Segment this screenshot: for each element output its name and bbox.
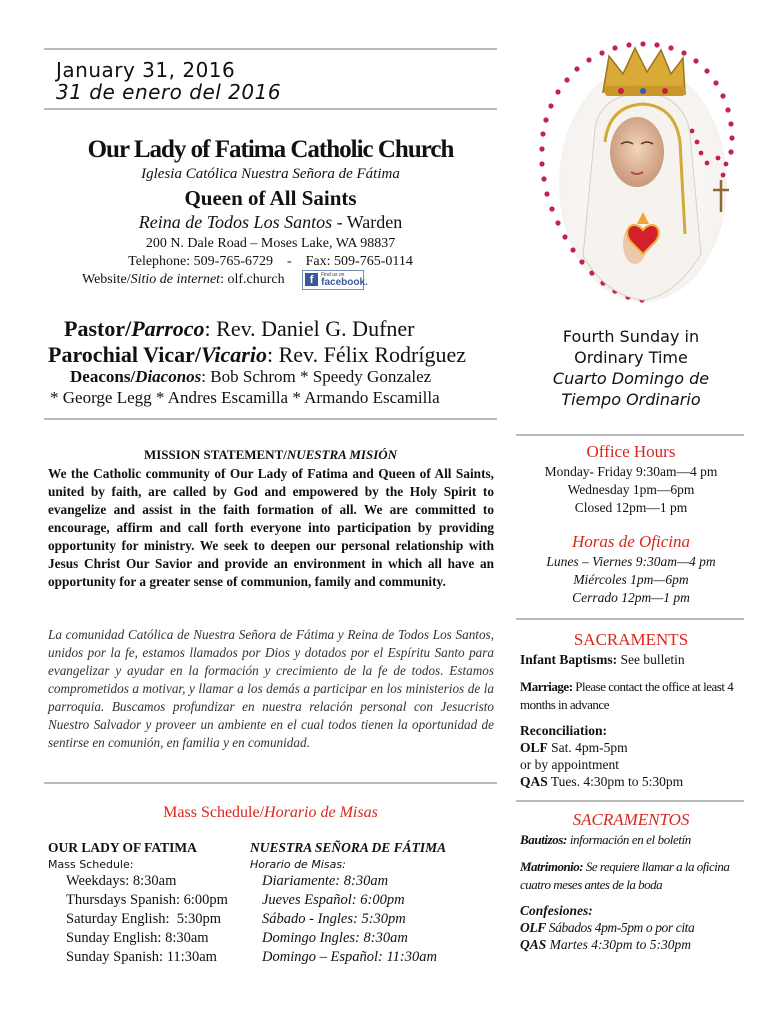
website-line (82, 270, 368, 290)
sunday-line-3: Cuarto Domingo de (552, 369, 710, 388)
mass-right-heading: NUESTRA SEÑORA DE FÁTIMA (250, 840, 447, 855)
matrimonio-line (520, 858, 750, 894)
date-english: January 31, 2016 (56, 58, 236, 82)
sunday-title (518, 326, 744, 410)
facebook-badge[interactable] (302, 270, 368, 290)
office-line: Monday- Friday 9:30am—4 pm (544, 464, 718, 479)
rec-olf-label: OLF (520, 740, 548, 755)
reconciliation-olf (520, 739, 750, 756)
vicar-line (48, 342, 466, 368)
baptism-text: See bulletin (617, 652, 685, 667)
conf-olf-text: Sábados 4pm-5pm o por cita (545, 920, 695, 935)
mission-title-english: MISSION STATEMENT/ (143, 447, 287, 462)
mass-title-english: Mass Schedule/ (163, 804, 265, 821)
sacraments-title: SACRAMENTS (573, 630, 689, 649)
mission-spanish (48, 626, 494, 752)
mass-right-item: Sábado - Ingles: 5:30pm (262, 911, 406, 927)
confesiones-block (520, 902, 750, 953)
office-line-spanish: Lunes – Viernes 9:30am—4 pm (546, 554, 716, 569)
church-telephone: Telephone: 509-765-6729 - Fax: 509-765-0114 (128, 254, 413, 269)
right-rule-1 (516, 434, 744, 436)
sunday-line-2: Ordinary Time (574, 348, 688, 367)
office-hours (518, 463, 744, 517)
marriage-line (520, 678, 750, 714)
mass-left-item: Sunday English: 8:30am (66, 930, 209, 946)
mass-right-list (262, 872, 437, 967)
mass-title-spanish: Horario de Misas (264, 804, 378, 821)
vicar-label: Parochial Vicar/ (48, 342, 201, 367)
facebook-small-text: Find us on (321, 272, 345, 278)
office-line: Wednesday 1pm—6pm (567, 482, 695, 497)
office-title-spanish: Horas de Oficina (571, 532, 691, 551)
facebook-icon: f (305, 273, 318, 286)
facebook-text: facebook. (321, 277, 368, 288)
website-label-spanish: Sitio de internet (130, 272, 221, 288)
office-title: Office Hours (586, 442, 676, 461)
rec-olf-text: Sat. 4pm-5pm (547, 740, 628, 755)
right-rule-3 (516, 800, 744, 802)
mass-right-item: Domingo – Español: 11:30am (262, 949, 437, 965)
confesiones-qas (520, 936, 750, 953)
second-church-line (44, 212, 497, 233)
deacons-line-2: * George Legg * Andres Escamilla * Armando Escamilla (50, 388, 440, 407)
sacramentos-title: SACRAMENTOS (572, 810, 690, 829)
pastor-line (64, 316, 415, 342)
conf-qas-label: QAS (520, 937, 547, 952)
office-line-spanish: Cerrado 12pm—1 pm (572, 590, 690, 605)
mission-title (44, 447, 497, 463)
mass-left-item: Sunday Spanish: 11:30am (66, 949, 217, 965)
second-church-name: Queen of All Saints (184, 186, 357, 210)
mass-left-sub: Mass Schedule: (48, 858, 134, 871)
church-name-spanish: Iglesia Católica Nuestra Señora de Fátima (141, 166, 400, 182)
vicar-label-spanish: Vicario (200, 342, 267, 367)
mass-left-heading: OUR LADY OF FATIMA (48, 840, 197, 855)
second-church-name-spanish: Reina de Todos Los Santos (138, 212, 333, 232)
baptism-label: Infant Baptisms: (520, 652, 618, 667)
bautizos-text: información en el boletín (566, 832, 691, 847)
deacons-line (70, 367, 431, 387)
mass-right-item: Domingo Ingles: 8:30am (262, 930, 408, 946)
mass-left-item: Thursdays Spanish: 6:00pm (66, 892, 228, 908)
church-name: Our Lady of Fatima Catholic Church (87, 136, 454, 163)
top-rule (44, 48, 497, 50)
date-spanish: 31 de enero del 2016 (56, 80, 282, 104)
mass-left-item: Weekdays: 8:30am (66, 873, 177, 889)
baptism-line (520, 652, 750, 668)
confesiones-label: Confesiones: (520, 903, 593, 918)
mass-right-sub: Horario de Misas: (250, 858, 346, 871)
mass-left-list (66, 872, 228, 967)
office-line: Closed 12pm—1 pm (574, 500, 688, 515)
our-lady-of-fatima-icon (525, 34, 757, 314)
reconciliation-appointment: or by appointment (520, 757, 619, 772)
confesiones-olf (520, 919, 750, 936)
rec-qas-label: QAS (520, 774, 548, 789)
deacons-label: Deacons/ (70, 367, 136, 386)
mission-english-text: We the Catholic community of Our Lady of Fatima and Queen of All Saints, united by faith, are called by God and empowered by the Holy Spirit to evangelize and assist in the faith formation of all. We are committed to encourage, affirm and call forth everyone into participation by providing opportunity for ministry. We seek to deepen our personal relationship with Jesus Christ Our Savior and provide an environment in which all have an opportunity for a greater sense of communion, family and community. (48, 466, 494, 589)
mass-title (44, 804, 497, 822)
date-rule (44, 108, 497, 110)
vicar-name: : Rev. Félix Rodríguez (266, 342, 466, 367)
mission-spanish-text: La comunidad Católica de Nuestra Señora de Fátima y Reina de Todos Los Santos, unidos por la fe, estamos llamados por Dios y dotados por el Espíritu Santo para evangelizar y ayudar en la formación y crecimiento de la fe de todos. Estamos comprometidos a motivar, y llamar a los demás a participar en los ministerios de la parroquia. Buscamos profundizar en nuestra relación personal con Jesucristo Nuestro Salvador y proveer un ambiente en el cual todos tienen la oportunidad de sentirse en comunión, en familia y en comunidad. (48, 627, 494, 750)
mass-right-item: Diariamente: 8:30am (262, 873, 389, 889)
mission-english (48, 465, 494, 591)
marriage-text: Please contact the office at least 4 months in advance (520, 679, 734, 712)
office-hours-spanish (518, 553, 744, 607)
mission-title-spanish: NUESTRA MISIÓN (286, 447, 398, 462)
sunday-line-4: Tiempo Ordinario (561, 390, 701, 409)
website-value[interactable]: : olf.church (220, 272, 285, 288)
reconciliation-qas (520, 773, 750, 790)
marriage-label: Marriage: (520, 679, 573, 694)
conf-qas-text: Martes 4:30pm to 5:30pm (546, 937, 692, 952)
reconciliation-label: Reconciliation: (520, 723, 607, 738)
clergy-rule (44, 418, 497, 420)
pastor-name: : Rev. Daniel G. Dufner (204, 316, 415, 341)
pastor-label-spanish: Parroco (131, 316, 205, 341)
pastor-label: Pastor/ (64, 316, 132, 341)
second-church-suffix: - Warden (332, 212, 403, 232)
right-rule-2 (516, 618, 744, 620)
bautizos-line (520, 832, 750, 848)
matrimonio-text: Se requiere llamar a la oficina cuatro meses antes de la boda (520, 859, 730, 892)
office-line-spanish: Miércoles 1pm—6pm (573, 572, 689, 587)
deacons-names: : Bob Schrom * Speedy Gonzalez (201, 367, 432, 386)
bautizos-label: Bautizos: (520, 832, 567, 847)
mass-left-item: Saturday English: 5:30pm (66, 911, 222, 927)
reconciliation-block (520, 722, 750, 790)
deacons-label-spanish: Diaconos (135, 367, 202, 386)
mass-right-item: Jueves Español: 6:00pm (262, 892, 405, 908)
matrimonio-label: Matrimonio: (520, 859, 584, 874)
website-label: Website/ (82, 272, 131, 288)
sunday-line-1: Fourth Sunday in (562, 327, 700, 346)
mission-rule (44, 782, 497, 784)
conf-olf-label: OLF (520, 920, 546, 935)
church-address: 200 N. Dale Road – Moses Lake, WA 98837 (145, 236, 396, 251)
rec-qas-text: Tues. 4:30pm to 5:30pm (547, 774, 684, 789)
